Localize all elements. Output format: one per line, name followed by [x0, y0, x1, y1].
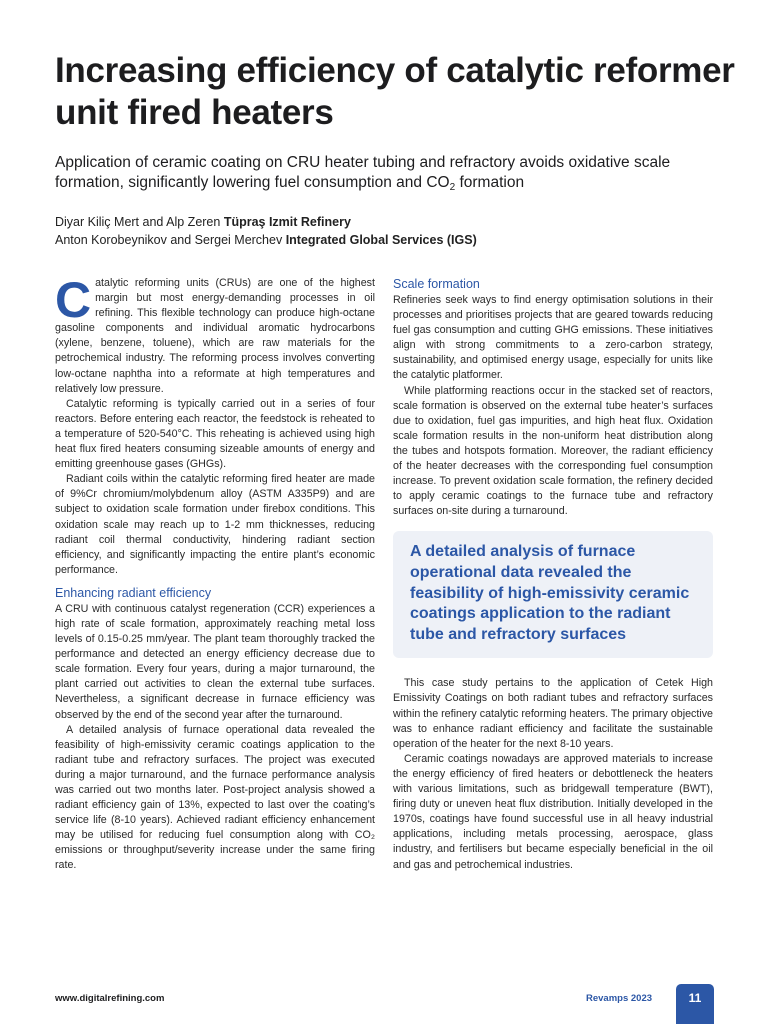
footer-issue: Revamps 2023: [586, 993, 653, 1004]
footer-url[interactable]: www.digitalrefining.com: [55, 993, 165, 1004]
body-paragraph: Ceramic coatings nowadays are approved materials to increase the energy efficiency of fired heaters or debottleneck the heaters with various limitations, such as bridgewall temperature (BWT), firing duty or uneven heat flux distribution. Initially developed in the 1970s, coatings have found successful use in all heavy industrial applications, including metals processing, aerospace, glass industry, and fertilisers but became especially beneficial in the oil and gas and petrochemical industries.: [393, 752, 713, 871]
left-column: [55, 272, 375, 874]
author-line: [55, 231, 735, 249]
subtitle-text: Application of ceramic coating on CRU heater tubing and refractory avoids oxidative scale formation, significantly lowering fuel consumption and CO: [55, 154, 671, 191]
author-names: Anton Korobeynikov and Sergei Merchev: [55, 233, 286, 247]
body-paragraph: Radiant coils within the catalytic reforming fired heater are made of 9%Cr chromium/molybdenum alloy (ASTM A335P9) and are subject to oxidation scale formation under firebox conditions. This oxidation scale may reach up to 1-2 mm thicknesses, reducing radiant coil thermal conductivity, hindering radiant section efficiency, and significantly impacting the entire plant’s economic performance.: [55, 473, 375, 576]
body-paragraph: A CRU with continuous catalyst regeneration (CCR) experiences a high rate of scale formation, approximately reaching metal loss levels of 0.15-0.25 mm/year. The plant team thoroughly tracked the performance and detected an energy efficiency decrease due to scale formation. Every four years, during a major turnaround, the plant carried out activities to clean the external tube surfaces. Nevertheless, a significant decrease in furnace efficiency was observed by the end of the second year after the turnaround.: [55, 602, 375, 721]
intro-paragraph: [55, 272, 375, 397]
body-paragraph: Catalytic reforming is typically carried out in a series of four reactors. Before entering each reactor, the feedstock is reheated to a temperature of 520-540°C. This reheating is achieved using high heat flux fired heaters consuming sizeable amounts of energy and emitting greenhouse gases (GHGs).: [55, 397, 375, 471]
author-list: [55, 213, 735, 249]
author-org: Tüpraş Izmit Refinery: [223, 215, 351, 229]
article-title: Increasing efficiency of catalytic reformer unit fired heaters: [55, 51, 735, 132]
body-paragraph: Refineries seek ways to find energy optimisation solutions in their processes and prioritises projects that are geared towards reducing fuel gas consumption and cutting GHG emissions. These initiatives align with strong commitments to a zero-carbon strategy, sustainability, and optimised energy usage, especially for units like the catalytic platformer.: [393, 294, 713, 382]
body-paragraph: While platforming reactions occur in the stacked set of reactors, scale formation is observed on the external tube heater’s surfaces due to oxidation, fuel gas impurities, and high heat flux. Oxidation scale formation results in the non-uniform heat distribution along the tubes and hotspots formation. Moreover, the radiant efficiency of the heater decreases with the corresponding fuel consumption increase. To prevent oxidation scale formation, the refinery decided to apply ceramic coatings to the furnace tube and refractory surfaces on-site during a turnaround.: [393, 384, 713, 518]
right-column: [393, 276, 713, 873]
body-paragraph: This case study pertains to the application of Cetek High Emissivity Coatings on both radiant tubes and refractory surfaces within the refinery catalytic reforming heaters. The primary objective was to enhance radiant efficiency and facilitate the sustainable operation of the heater for the next 8-10 years.: [393, 677, 713, 750]
author-org: Integrated Global Services (IGS): [285, 233, 477, 247]
author-line: [55, 213, 735, 231]
page-number: 11: [676, 984, 714, 1024]
subtitle-subscript: 2: [449, 182, 456, 193]
body-paragraph: A detailed analysis of furnace operational data revealed the feasibility of high-emissivity ceramic coatings application to the radiant tube and refractory surfaces. The project was executed during a major turnaround, and the furnace performance analysis was carried out two months later. Post-project analysis showed a radiant efficiency gain of 13%, expected to last over the coating’s service life (8-10 years). Achieved radiant efficiency enhancement may be utilised for reducing fuel consumption along with CO₂ emissions or throughput/severity increase under the same firing rate.: [55, 723, 375, 872]
article-subtitle: [55, 153, 725, 198]
drop-cap: C: [55, 272, 92, 328]
paragraph-text: atalytic reforming units (CRUs) are one of the highest margin but most energy-demanding processes in oil refining. This flexible technology can produce high-octane gasoline components and individual aromatic hydrocarbons (xylene, benzene, toluene), which are raw materials for the petrochemical industry. The reforming process involves converting low-octane naphtha into a reformate at high temperatures and relatively low pressure.: [55, 277, 375, 395]
subtitle-end: formation: [455, 174, 525, 191]
section-heading-enhancing: Enhancing radiant efficiency: [55, 585, 212, 600]
section-heading-scale: Scale formation: [393, 277, 480, 291]
author-names: Diyar Kiliç Mert and Alp Zeren: [55, 215, 224, 229]
pull-quote: A detailed analysis of furnace operational data revealed the feasibility of high-emissivity ceramic coatings application to the radiant tube and refractory surfaces: [393, 531, 713, 658]
